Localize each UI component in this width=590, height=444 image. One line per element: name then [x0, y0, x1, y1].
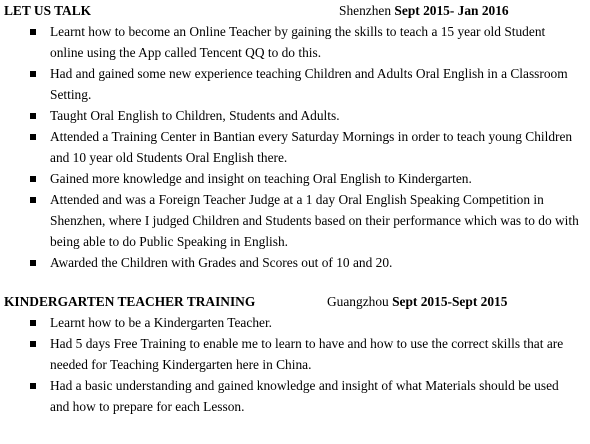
list-item-text: Attended and was a Foreign Teacher Judge at a 1 day Oral English Speaking Competition in Shenzhen, where I judged Children and Students based on their performance which was to do with being able to do Public Speaking in English. — [50, 192, 579, 249]
list-item-text: Taught Oral English to Children, Students and Adults. — [50, 108, 340, 123]
section-dates: Sept 2015-Sept 2015 — [392, 294, 508, 309]
list-item — [0, 63, 590, 105]
list-item — [0, 126, 590, 168]
bullet-list-let-us-talk — [0, 21, 590, 273]
list-item-text: Awarded the Children with Grades and Scores out of 10 and 20. — [50, 255, 393, 270]
list-item — [0, 21, 590, 63]
list-item-text: Had and gained some new experience teaching Children and Adults Oral English in a Classroom Setting. — [50, 66, 568, 102]
bullet-icon — [30, 260, 36, 266]
list-item-text: Gained more knowledge and insight on teaching Oral English to Kindergarten. — [50, 171, 472, 186]
section-title: LET US TALK — [4, 3, 92, 18]
section-location: Guangzhou — [327, 294, 389, 309]
bullet-icon — [30, 197, 36, 203]
bullet-icon — [30, 134, 36, 140]
section-spacer — [0, 273, 590, 291]
section-location-dates — [327, 291, 507, 312]
section-title: KINDERGARTEN TEACHER TRAINING — [4, 294, 256, 309]
bullet-icon — [30, 113, 36, 119]
section-dates: Sept 2015- Jan 2016 — [394, 3, 509, 18]
list-item — [0, 105, 590, 126]
section-location: Shenzhen — [339, 3, 392, 18]
list-item-text: Attended a Training Center in Bantian every Saturday Mornings in order to teach young Children and 10 year old Students Oral English there. — [50, 129, 573, 165]
bullet-icon — [30, 320, 36, 326]
bullet-icon — [30, 29, 36, 35]
bullet-list-kindergarten-training — [0, 312, 590, 417]
list-item — [0, 333, 590, 375]
list-item-text: Learnt how to be a Kindergarten Teacher. — [50, 315, 273, 330]
bullet-icon — [30, 176, 36, 182]
list-item-text: Learnt how to become an Online Teacher by gaining the skills to teach a 15 year old Student online using the App called Tencent QQ to do this. — [50, 24, 546, 60]
bullet-icon — [30, 383, 36, 389]
section-header-let-us-talk — [0, 0, 590, 21]
bullet-icon — [30, 71, 36, 77]
list-item-text: Had a basic understanding and gained knowledge and insight of what Materials should be used and how to prepare for each Lesson. — [50, 378, 559, 414]
list-item — [0, 189, 590, 252]
section-header-kindergarten-training — [0, 291, 590, 312]
list-item — [0, 168, 590, 189]
list-item-text: Had 5 days Free Training to enable me to learn to have and how to use the correct skills that are needed for Teaching Kindergarten here in China. — [50, 336, 564, 372]
list-item — [0, 252, 590, 273]
list-item — [0, 375, 590, 417]
list-item — [0, 312, 590, 333]
bullet-icon — [30, 341, 36, 347]
section-location-dates — [339, 0, 509, 21]
